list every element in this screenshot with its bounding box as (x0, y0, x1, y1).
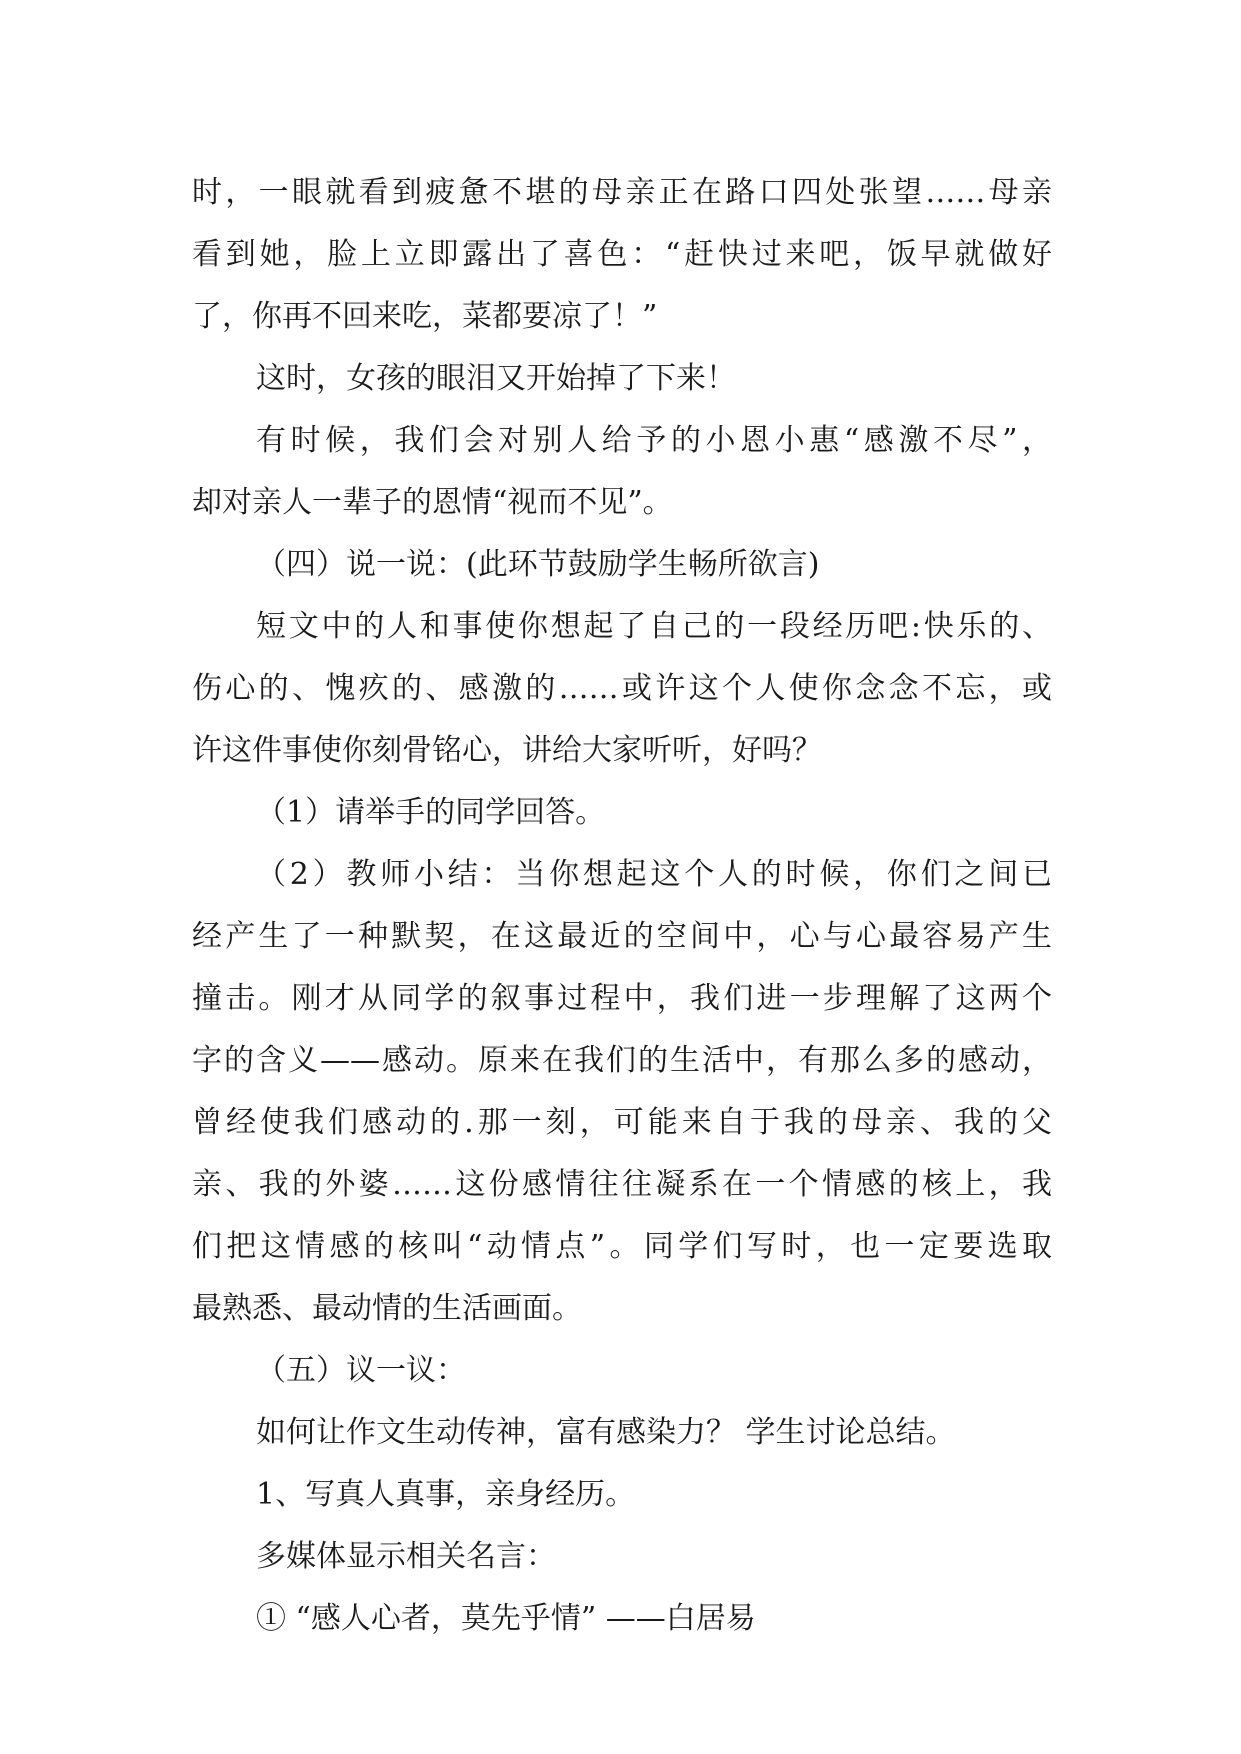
section-heading-speak (192, 534, 1052, 596)
paragraph-step-1 (192, 782, 1052, 844)
paragraph-girl-tears (192, 348, 1052, 410)
text-line: 这时，女孩的眼泪又开始掉了下来！ (256, 361, 736, 396)
text-line: （四）说一说：(此环节鼓励学生畅所欲言) (256, 547, 820, 582)
paragraph-experience (192, 596, 1052, 782)
section-heading-discuss (192, 1340, 1052, 1402)
text-line: 字的含义——感动。原来在我们的生活中，有那么多的感动， (192, 1043, 1052, 1078)
text-line: 曾经使我们感动的.那一刻，可能来自于我的母亲、我的父 (192, 1105, 1052, 1140)
text-line: 如何让作文生动传神，富有感染力？ 学生讨论总结。 (256, 1415, 956, 1450)
text-line: 了，你再不回来吃，菜都要凉了！” (192, 299, 658, 334)
paragraph-question (192, 1402, 1052, 1464)
text-line: 经产生了一种默契，在这最近的空间中，心与心最容易产生 (192, 919, 1052, 954)
text-line: 1、写真人真事，亲身经历。 (256, 1477, 636, 1512)
text-line: 却对亲人一辈子的恩情“视而不见”。 (192, 485, 673, 520)
paragraph-multimedia (192, 1526, 1052, 1588)
text-line: （1）请举手的同学回答。 (256, 795, 606, 830)
text-line: 亲、我的外婆……这份感情往往凝系在一个情感的核上，我 (192, 1167, 1052, 1202)
text-line: 看到她，脸上立即露出了喜色：“赶快过来吧，饭早就做好 (192, 237, 1052, 272)
text-line: 时，一眼就看到疲惫不堪的母亲正在路口四处张望……母亲 (192, 175, 1052, 210)
text-line: （2）教师小结：当你想起这个人的时候，你们之间已 (256, 857, 1052, 892)
text-line: 撞击。刚才从同学的叙事过程中，我们进一步理解了这两个 (192, 981, 1052, 1016)
text-line: 许这件事使你刻骨铭心，讲给大家听听，好吗？ (192, 733, 822, 768)
paragraph-teacher-summary (192, 844, 1052, 1340)
body-text (192, 162, 1052, 1650)
paragraph-quote-1 (192, 1588, 1052, 1650)
text-line: 最熟悉、最动情的生活画面。 (192, 1291, 582, 1326)
text-line: （五）议一议： (256, 1353, 466, 1388)
text-line: 多媒体显示相关名言： (256, 1539, 556, 1574)
text-line: 短文中的人和事使你想起了自己的一段经历吧:快乐的、 (256, 609, 1052, 644)
text-line: 伤心的、愧疚的、感激的……或许这个人使你念念不忘，或 (192, 671, 1052, 706)
paragraph-gratitude (192, 410, 1052, 534)
paragraph-mother-waiting (192, 162, 1052, 348)
text-line: ① “感人心者，莫先乎情” ——白居易 (256, 1601, 756, 1636)
text-line: 有时候，我们会对别人给予的小恩小惠“感激不尽”， (256, 423, 1052, 458)
text-line: 们把这情感的核叫“动情点”。同学们写时，也一定要选取 (192, 1229, 1052, 1264)
paragraph-point-1 (192, 1464, 1052, 1526)
